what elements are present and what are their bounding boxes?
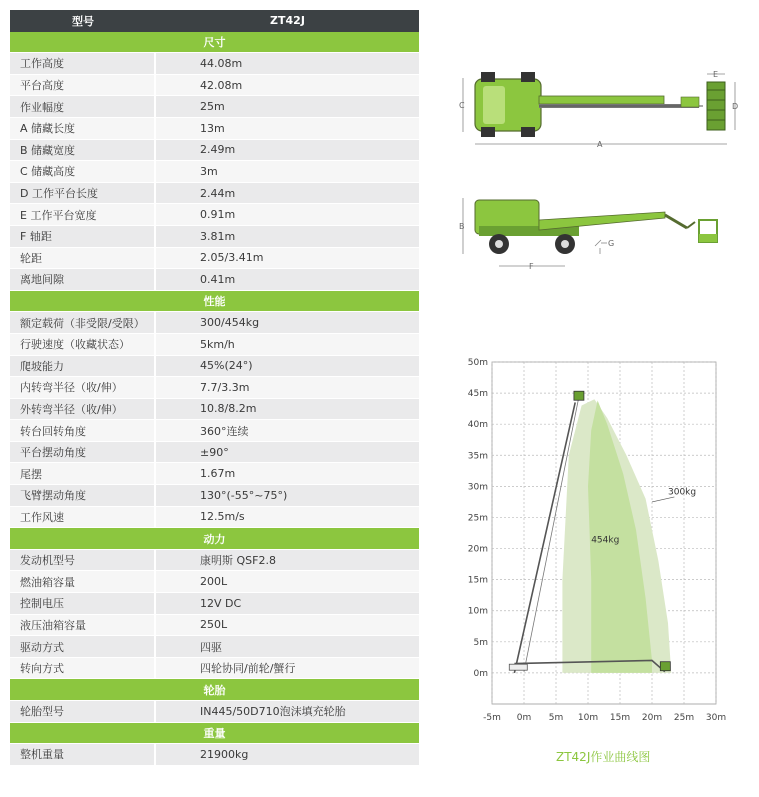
spec-row: [10, 140, 419, 162]
spec-value: 130°(-55°~75°): [156, 485, 419, 507]
spec-row: [10, 183, 419, 205]
y-tick-label: 5m: [473, 637, 488, 648]
spec-label: 驱动方式: [10, 636, 156, 658]
x-tick-label: 10m: [577, 713, 599, 723]
model-label: 型号: [10, 10, 156, 32]
spec-row: [10, 507, 419, 529]
spec-label: 转台回转角度: [10, 420, 156, 442]
spec-label: 尾摆: [10, 463, 156, 485]
spec-label: F 轴距: [10, 226, 156, 248]
spec-label: B 储藏宽度: [10, 140, 156, 162]
table-header-row: [10, 10, 419, 32]
section-header: [10, 528, 419, 550]
section-title: 性能: [10, 291, 419, 313]
spec-row: [10, 636, 419, 658]
spec-row: [10, 571, 419, 593]
spec-value: 0.41m: [156, 269, 419, 291]
spec-value: 3m: [156, 161, 419, 183]
spec-row: [10, 53, 419, 75]
spec-label: 整机重量: [10, 744, 156, 766]
spec-label: D 工作平台长度: [10, 183, 156, 205]
spec-row: [10, 442, 419, 464]
spec-row: [10, 420, 419, 442]
spec-row: [10, 312, 419, 334]
chassis: [509, 664, 527, 670]
section-header: [10, 32, 419, 54]
x-tick-label: 25m: [673, 713, 695, 723]
x-tick-label: 30m: [705, 713, 727, 723]
spec-value: 360°连续: [156, 420, 419, 442]
spec-value: 13m: [156, 118, 419, 140]
spec-label: 轮胎型号: [10, 701, 156, 723]
y-tick-label: 40m: [467, 420, 488, 431]
section-title: 动力: [10, 528, 419, 550]
spec-row: [10, 248, 419, 270]
spec-row: [10, 75, 419, 97]
dim-f-label: F: [529, 262, 534, 271]
spec-value: 12.5m/s: [156, 507, 419, 529]
spec-value: 300/454kg: [156, 312, 419, 334]
chart-caption: ZT42J作业曲线图: [556, 750, 651, 764]
section-header: [10, 291, 419, 313]
spec-label: 平台摆动角度: [10, 442, 156, 464]
spec-row: [10, 96, 419, 118]
spec-label: 轮距: [10, 248, 156, 270]
x-tick-label: 5m: [548, 713, 564, 723]
y-tick-label: 0m: [473, 668, 488, 679]
spec-label: 作业幅度: [10, 96, 156, 118]
section-header: [10, 679, 419, 701]
dim-g-label: G: [608, 239, 615, 248]
section-title: 轮胎: [10, 679, 419, 701]
section-title: 重量: [10, 723, 419, 745]
y-tick-label: 10m: [467, 606, 488, 617]
spec-row: [10, 658, 419, 680]
spec-value: 42.08m: [156, 75, 419, 97]
spec-row: [10, 334, 419, 356]
x-tick-label: 0m: [516, 713, 532, 723]
spec-value: 45%(24°): [156, 356, 419, 378]
spec-table: [10, 10, 419, 766]
spec-value: 康明斯 QSF2.8: [156, 550, 419, 572]
spec-label: 平台高度: [10, 75, 156, 97]
spec-value: 四轮协同/前轮/蟹行: [156, 658, 419, 680]
dim-a-label: A: [597, 140, 603, 149]
spec-label: C 储藏高度: [10, 161, 156, 183]
working-range-chart: [462, 352, 730, 732]
spec-value: 2.44m: [156, 183, 419, 205]
spec-value: ±90°: [156, 442, 419, 464]
spec-row: [10, 463, 419, 485]
dim-b-label: B: [459, 222, 465, 231]
spec-value: IN445/50D710泡沫填充轮胎: [156, 701, 419, 723]
x-tick-label: 15m: [609, 713, 631, 723]
spec-value: 200L: [156, 571, 419, 593]
dim-d-label: D: [732, 102, 739, 111]
spec-value: 四驱: [156, 636, 419, 658]
spec-row: [10, 593, 419, 615]
spec-label: 爬坡能力: [10, 356, 156, 378]
spec-label: 额定载荷（非受限/受限）: [10, 312, 156, 334]
spec-label: E 工作平台宽度: [10, 204, 156, 226]
spec-row: [10, 269, 419, 291]
platform-raised: [574, 391, 584, 400]
annotation-454kg: 454kg: [591, 535, 620, 546]
spec-value: 7.7/3.3m: [156, 377, 419, 399]
spec-value: 250L: [156, 615, 419, 637]
spec-label: 飞臂摆动角度: [10, 485, 156, 507]
dim-c-label: C: [459, 101, 465, 110]
spec-row: [10, 744, 419, 766]
spec-row: [10, 161, 419, 183]
x-tick-label: 20m: [641, 713, 663, 723]
spec-row: [10, 701, 419, 723]
spec-row: [10, 550, 419, 572]
spec-label: 发动机型号: [10, 550, 156, 572]
top-view-diagram: [455, 66, 745, 154]
spec-value: 10.8/8.2m: [156, 399, 419, 421]
spec-value: 21900kg: [156, 744, 419, 766]
spec-value: 25m: [156, 96, 419, 118]
spec-row: [10, 399, 419, 421]
spec-label: 控制电压: [10, 593, 156, 615]
platform-stowed: [660, 662, 670, 671]
spec-row: [10, 204, 419, 226]
annotation-300kg: 300kg: [668, 487, 697, 498]
y-tick-label: 50m: [467, 358, 488, 368]
spec-label: 液压油箱容量: [10, 615, 156, 637]
spec-row: [10, 615, 419, 637]
spec-row: [10, 377, 419, 399]
section-header: [10, 723, 419, 745]
y-tick-label: 25m: [467, 513, 488, 524]
spec-value: 12V DC: [156, 593, 419, 615]
dim-e-label: E: [713, 70, 719, 79]
section-title: 尺寸: [10, 32, 419, 54]
spec-value: 44.08m: [156, 53, 419, 75]
spec-label: 工作高度: [10, 53, 156, 75]
spec-row: [10, 226, 419, 248]
spec-row: [10, 118, 419, 140]
y-tick-label: 20m: [467, 544, 488, 555]
spec-label: 燃油箱容量: [10, 571, 156, 593]
x-tick-label: -5m: [483, 713, 501, 723]
y-tick-label: 15m: [467, 575, 488, 586]
y-tick-label: 45m: [467, 389, 488, 400]
spec-row: [10, 356, 419, 378]
spec-label: 行驶速度（收藏状态）: [10, 334, 156, 356]
spec-label: 外转弯半径（收/伸）: [10, 399, 156, 421]
label-leader: [652, 497, 674, 502]
spec-value: 3.81m: [156, 226, 419, 248]
spec-label: 转向方式: [10, 658, 156, 680]
y-tick-label: 35m: [467, 451, 488, 462]
model-value: ZT42J: [156, 10, 419, 32]
spec-label: 内转弯半径（收/伸）: [10, 377, 156, 399]
spec-label: A 储藏长度: [10, 118, 156, 140]
spec-value: 2.05/3.41m: [156, 248, 419, 270]
spec-value: 2.49m: [156, 140, 419, 162]
y-tick-label: 30m: [467, 482, 488, 493]
spec-value: 0.91m: [156, 204, 419, 226]
spec-value: 5km/h: [156, 334, 419, 356]
spec-label: 工作风速: [10, 507, 156, 529]
spec-row: [10, 485, 419, 507]
spec-label: 离地间隙: [10, 269, 156, 291]
side-view-diagram: [455, 188, 745, 274]
spec-value: 1.67m: [156, 463, 419, 485]
